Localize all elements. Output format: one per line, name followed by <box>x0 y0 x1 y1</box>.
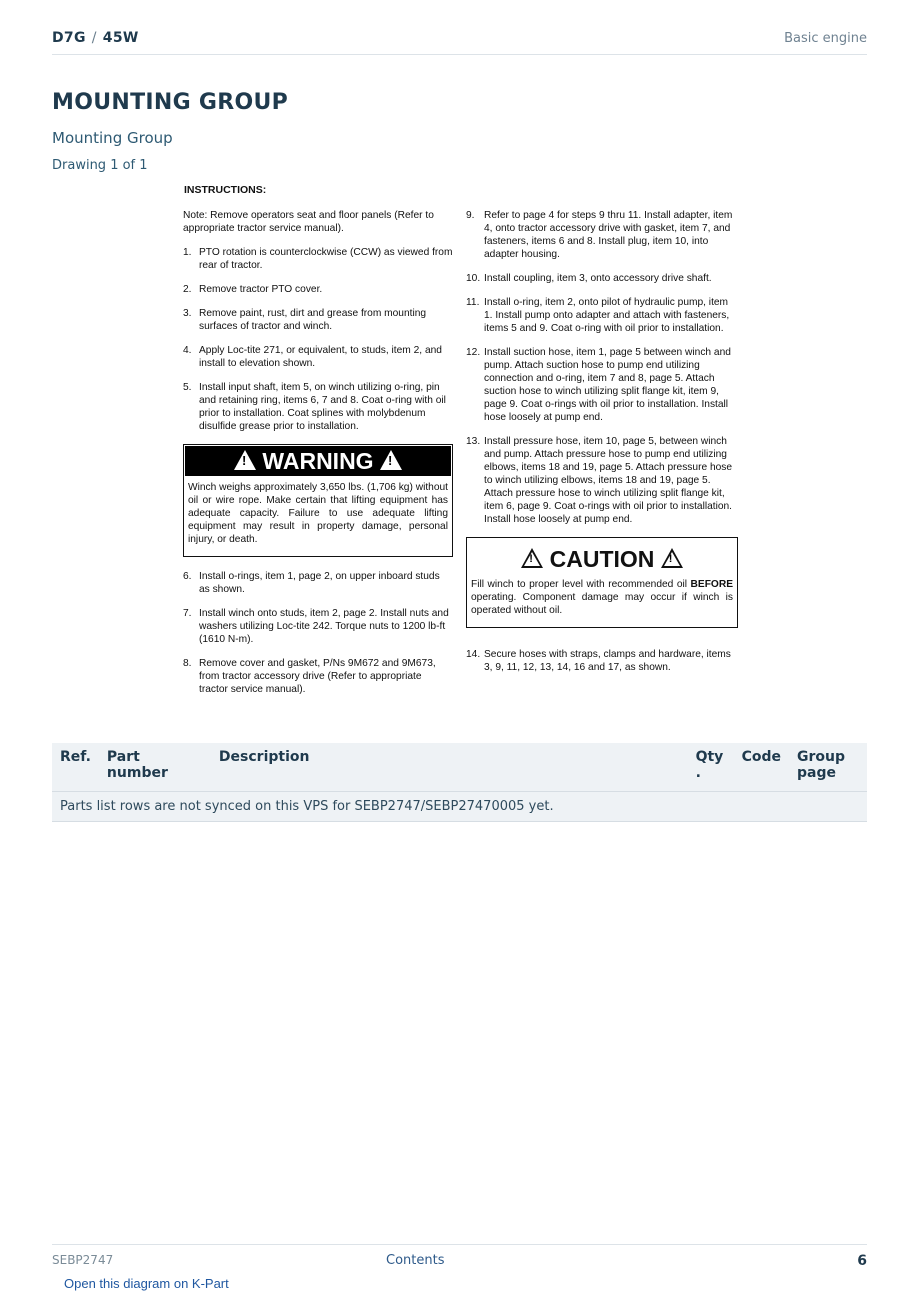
contents-link[interactable]: Contents <box>386 1253 445 1268</box>
step-number: 6. <box>183 571 192 582</box>
warning-triangle-icon <box>380 450 402 470</box>
breadcrumb <box>52 30 139 46</box>
instruction-step <box>183 657 453 696</box>
footer-doc-id: SEBP2747 <box>52 1253 114 1267</box>
instruction-step <box>466 296 738 335</box>
instruction-step <box>183 246 453 272</box>
step-number: 12. <box>466 347 481 358</box>
step-text: Install suction hose, item 1, page 5 between winch and pump. Attach suction hose to pump end utilizing connection and o-ring, item 7 and 8, page 5. Attach suction hose to winch utilizing split flange kit, item 9, page 9. Coat o-rings with oil prior to installation. Install hose loosely at pump end. <box>484 347 731 423</box>
instructions-drawing <box>180 178 750 728</box>
page-title: MOUNTING GROUP <box>52 90 289 115</box>
drawing-label: Drawing 1 of 1 <box>52 158 148 173</box>
column-description: Description <box>211 743 688 792</box>
caution-box <box>466 537 738 628</box>
step-text: Install pressure hose, item 10, page 5, between winch and pump. Attach pressure hose to pump end utilizing elbows, items 18 and 19, page 5. Attach pressure hose to winch utilizing elbows, items 18 and 19, page 5. Attach pressure hose to winch utilizing split flange kit, item 6, page 9. Coat o-rings with oil prior to installation. Install hose loosely at pump end. <box>484 436 733 525</box>
instruction-step <box>183 283 453 296</box>
step-number: 1. <box>183 247 192 258</box>
parts-table-header <box>52 743 867 792</box>
kpart-link[interactable]: Open this diagram on K-Part <box>64 1276 229 1291</box>
parts-table <box>52 743 867 822</box>
caution-triangle-icon <box>521 548 543 568</box>
step-number: 4. <box>183 345 192 356</box>
step-number: 14. <box>466 649 481 660</box>
step-number: 8. <box>183 658 192 669</box>
breadcrumb-arrangement: 45W <box>102 30 139 46</box>
step-text: Install o-rings, item 1, page 2, on upper inboard studs as shown. <box>199 571 440 595</box>
page-footer <box>52 1244 867 1275</box>
step-text: Remove cover and gasket, P/Ns 9M672 and 9M673, from tractor accessory drive (Refer to appropriate tractor service manual). <box>199 658 436 695</box>
step-number: 13. <box>466 436 481 447</box>
right-steps-continued <box>466 648 738 674</box>
column-qty: Qty . <box>688 743 734 792</box>
step-text: Install winch onto studs, item 2, page 2. Install nuts and washers utilizing Loc-tite 242. Torque nuts to 1200 lb-ft (1610 N-m). <box>199 608 449 645</box>
step-number: 2. <box>183 284 192 295</box>
step-text: Remove paint, rust, dirt and grease from mounting surfaces of tractor and winch. <box>199 308 427 332</box>
instruction-step <box>466 435 738 526</box>
warning-title: WARNING <box>262 448 374 474</box>
instruction-step <box>183 381 453 433</box>
caution-text-b: operating. Component damage may occur if winch is operated without oil. <box>471 592 733 616</box>
step-number: 10. <box>466 273 481 284</box>
right-steps <box>466 209 738 526</box>
step-number: 9. <box>466 210 475 221</box>
warning-triangle-icon <box>234 450 256 470</box>
left-steps-continued <box>183 570 453 696</box>
step-number: 5. <box>183 382 192 393</box>
instruction-step <box>183 570 453 596</box>
instruction-step <box>183 307 453 333</box>
caution-text-a: Fill winch to proper level with recommended oil <box>471 579 691 590</box>
warning-box <box>183 444 453 557</box>
step-text: Install o-ring, item 2, onto pilot of hydraulic pump, item 1. Install pump onto adapter and attach with fasteners, items 5 and 9. Coat o-ring with oil prior to installation. <box>484 297 730 334</box>
left-steps <box>183 246 453 433</box>
section-label: Basic engine <box>784 31 867 46</box>
step-text: Apply Loc-tite 271, or equivalent, to studs, item 2, and install to elevation shown. <box>199 345 442 369</box>
caution-triangle-icon <box>661 548 683 568</box>
step-number: 3. <box>183 308 192 319</box>
warning-text: Winch weighs approximately 3,650 lbs. (1,706 kg) without oil or wire rope. Make certain that lifting equipment has adequate capacity. Failure to use adequate lifting equipment may result in property damage, personal injury, or death. <box>188 482 448 545</box>
page-number: 6 <box>857 1253 867 1269</box>
step-text: Install coupling, item 3, onto accessory drive shaft. <box>484 273 712 284</box>
instruction-step <box>183 344 453 370</box>
instruction-step <box>466 209 738 261</box>
warning-banner <box>185 446 451 476</box>
breadcrumb-separator: / <box>91 30 97 46</box>
instructions-heading: INSTRUCTIONS: <box>184 184 267 196</box>
step-text: Remove tractor PTO cover. <box>199 284 323 295</box>
instruction-step <box>466 272 738 285</box>
instructions-right-column <box>466 209 738 685</box>
instruction-step <box>183 607 453 646</box>
parts-empty-message: Parts list rows are not synced on this VPS for SEBP2747/SEBP27470005 yet. <box>52 792 867 822</box>
table-row <box>52 792 867 822</box>
breadcrumb-model: D7G <box>52 30 86 46</box>
page-subtitle: Mounting Group <box>52 129 173 147</box>
instructions-left-column <box>183 209 453 707</box>
instructions-note: Note: Remove operators seat and floor panels (Refer to appropriate tractor service manual). <box>183 210 434 234</box>
step-text: Secure hoses with straps, clamps and hardware, items 3, 9, 11, 12, 13, 14, 16 and 17, as shown. <box>484 649 731 673</box>
step-number: 11. <box>466 297 480 308</box>
column-group-page: Group page <box>789 743 867 792</box>
column-ref: Ref. <box>52 743 99 792</box>
caution-title: CAUTION <box>549 546 655 572</box>
page-header <box>52 28 867 55</box>
step-number: 7. <box>183 608 192 619</box>
step-text: PTO rotation is counterclockwise (CCW) as viewed from rear of tractor. <box>199 247 453 271</box>
step-text: Refer to page 4 for steps 9 thru 11. Install adapter, item 4, onto tractor accessory drive with gasket, item 7, and fasteners, items 6 and 8. Install plug, item 10, into adapter housing. <box>484 210 733 260</box>
caution-banner <box>467 538 737 574</box>
caution-text-bold: BEFORE <box>690 579 733 590</box>
column-code: Code <box>734 743 789 792</box>
caution-text <box>467 574 737 627</box>
step-text: Install input shaft, item 5, on winch utilizing o-ring, pin and retaining ring, items 6, 7 and 8. Coat o-ring with oil prior to installation. Coat splines with molybdenum disulfide grease prior to installation. <box>199 382 446 432</box>
instruction-step <box>466 648 738 674</box>
instruction-step <box>466 346 738 424</box>
column-part-number: Part number <box>99 743 211 792</box>
